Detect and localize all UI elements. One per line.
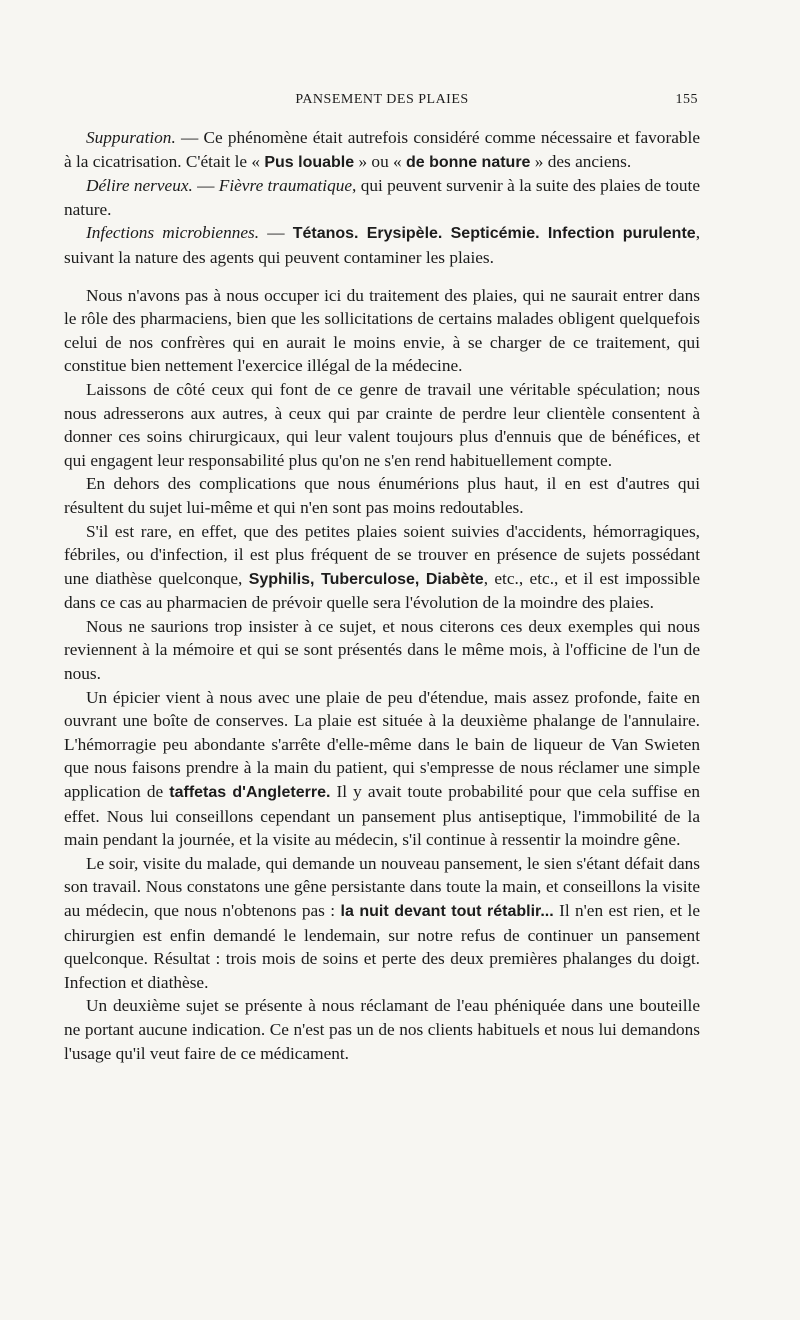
text-run: , qui peuvent survenir à la suite des plaies de toute nature.	[64, 176, 700, 219]
bold-term: de bonne nature	[405, 153, 531, 171]
italic-term: Fièvre traumatique	[218, 176, 353, 196]
italic-term: Infections microbiennes.	[86, 223, 260, 243]
text-run: Un épicier vient à nous avec une plaie de peu d'étendue, mais assez profonde, faite en ouvrant une boîte de conserves. La plaie est située à la deuxième phalange de l'annulaire. L'hémorragie peu abondante s'arrête d'elle-même dans le bain de liqueur de Van Swieten que nous faisons prendre à la main du patient, qui s'empresse de nous réclamer une simple application de	[64, 687, 700, 802]
text-run: Le soir, visite du malade, qui demande un nouveau pansement, le sien s'étant défait dans son travail. Nous constatons une gêne persistante dans toute la main, et conseillons la visite au médecin, que nous n'obtenons pas :	[64, 853, 700, 920]
text-run: Il n'en est rien, et le chirurgien est enfin demandé le lendemain, sur notre refus de continuer un pansement quelconque. Résultat : trois mois de soins et perte des deux premières phalanges du doigt. Infection et diathèse.	[64, 901, 700, 992]
text-run: » ou «	[354, 151, 406, 171]
bold-term: Syphilis, Tuberculose, Diabète	[248, 570, 484, 588]
paragraph-infections	[64, 221, 700, 269]
bold-term: Tétanos. Erysipèle. Septicémie. Infection purulente	[292, 225, 696, 243]
paragraph-delire-nerveux	[64, 174, 700, 221]
paragraph-le-soir	[64, 852, 700, 995]
text-run: — Ce phénomène était autrefois considéré comme nécessaire et favorable à la cicatrisation. C'était le «	[64, 128, 700, 171]
page-number: 155	[675, 92, 698, 107]
text-run: —	[192, 176, 219, 196]
running-head	[64, 92, 700, 116]
paragraph-epicier	[64, 686, 700, 852]
bold-term: Pus louable	[264, 153, 355, 171]
italic-term: Suppuration.	[86, 128, 176, 147]
paragraph-deuxieme-sujet: Un deuxième sujet se présente à nous réclamant de l'eau phéniquée dans une bouteille ne portant aucune indication. Ce n'est pas un de nos clients habituels et nous lui demandons l'usage qu'il veut faire de ce médicament.	[64, 996, 700, 1063]
bold-term: taffetas d'Angleterre.	[169, 784, 331, 802]
text-run: Il y avait toute probabilité pour que cela suffise en effet. Nous lui conseillons cependant un pansement plus antiseptique, l'immobilité de la main pendant la journée, et la visite au médecin, s'il continue à ressentir la moindre gêne.	[64, 782, 700, 850]
text-run: —	[259, 223, 293, 243]
paragraph-insister: Nous ne saurions trop insister à ce sujet, et nous citerons ces deux exemples qui nous reviennent à la mémoire et qui se sont présentés dans le même mois, à l'officine de l'un de nous.	[64, 616, 700, 684]
paragraph-traitement: Nous n'avons pas à nous occuper ici du traitement des plaies, qui ne saurait entrer dans le rôle des pharmaciens, bien que les sollicitations de certains malades obligent quelquefois celui de nos confrères qui en aurait le moins envie, à se charger de ce traitement, qui constitue bien nettement l'exercice illégal de la médecine.	[64, 285, 700, 376]
running-title: PANSEMENT DES PLAIES	[295, 92, 469, 107]
paragraph-suppuration	[64, 126, 700, 174]
italic-term: Délire nerveux.	[86, 176, 193, 196]
bold-term: la nuit devant tout rétablir...	[340, 903, 554, 920]
paragraph-diathese	[64, 520, 700, 615]
paragraph-laissons: Laissons de côté ceux qui font de ce genre de travail une véritable spéculation; nous nous adresserons aux autres, à ceux qui par crainte de perdre leur clientèle consentent à donner ces soins chirurgicaux, qui leur valent toujours plus d'ennuis que de bénéfices, et qui engagent leur responsabilité plus qu'on ne s'en rend habituellement compte.	[64, 379, 700, 470]
text-run: , etc., etc., et il est impossible dans ce cas au pharmacien de prévoir quelle sera l'évolution de la moindre des plaies.	[64, 568, 701, 613]
text-run: » des anciens.	[530, 151, 632, 171]
text-run: , suivant la nature des agents qui peuvent contaminer les plaies.	[64, 223, 701, 267]
paragraph-en-dehors: En dehors des complications que nous énumérions plus haut, il en est d'autres qui résultent du sujet lui-même et qui n'en sont pas moins redoutables.	[64, 474, 700, 517]
book-page	[64, 92, 700, 1065]
text-run: S'il est rare, en effet, que des petites plaies soient suivies d'accidents, hémorragiques, fébriles, ou d'infection, il est plus fréquent de se trouver en présence de sujets possédant une diathèse quelconque,	[64, 521, 700, 588]
